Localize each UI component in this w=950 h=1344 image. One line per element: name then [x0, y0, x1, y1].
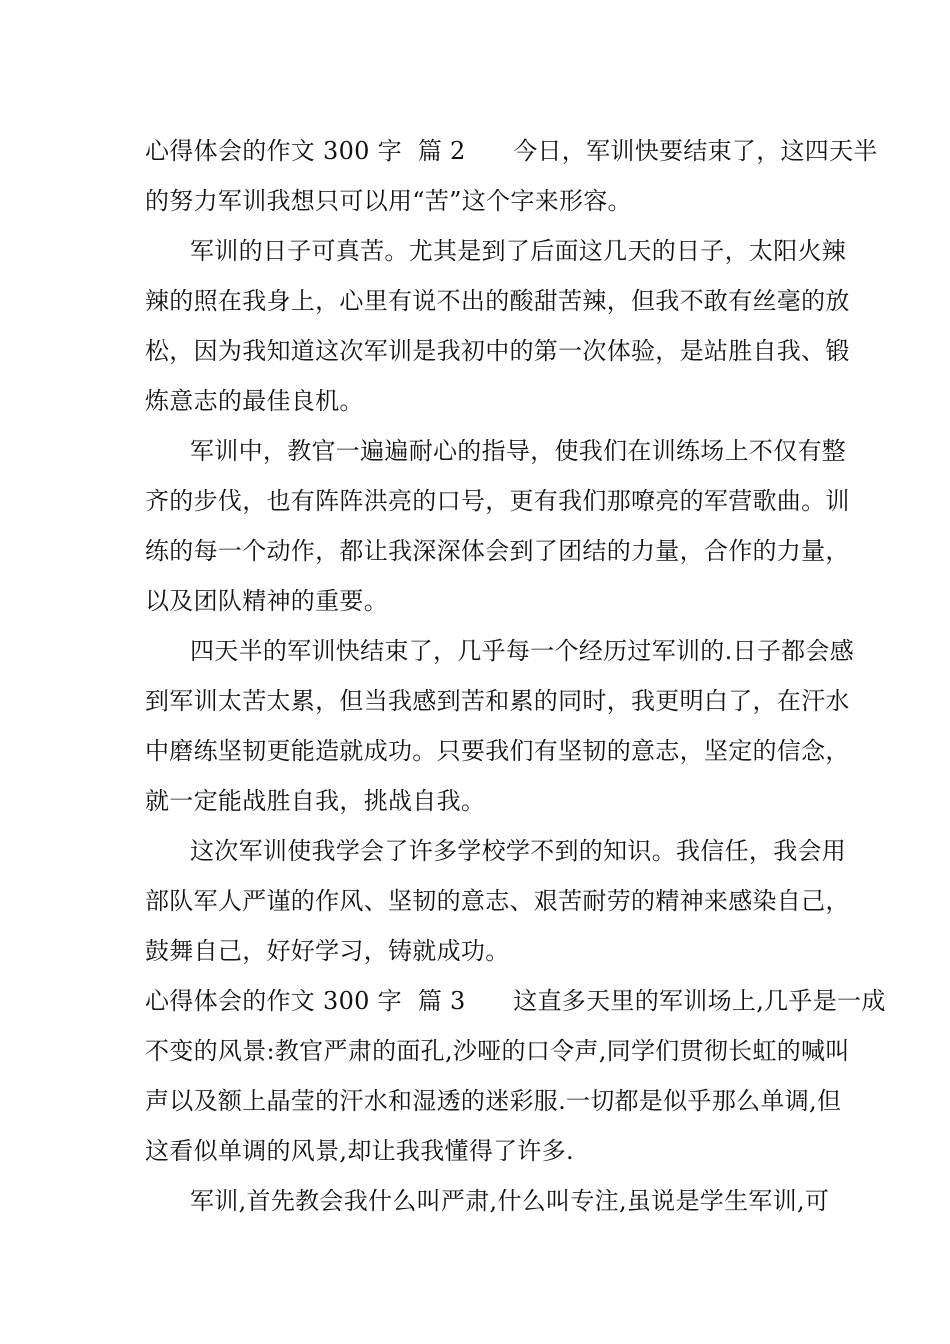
text-line: 的努力军训我想只可以用“苦”这个字来形容。	[145, 187, 632, 215]
text-line: 这看似单调的风景,却让我我懂得了许多.	[145, 1137, 574, 1165]
text-line: 到军训太苦太累，但当我感到苦和累的同时，我更明白了，在汗水	[145, 687, 850, 715]
text-line: 军训的日子可真苦。尤其是到了后面这几天的日子，太阳火辣	[190, 237, 847, 265]
text-line: 心得体会的作文 300 字 篇 2 今日，军训快要结束了，这四天半	[145, 137, 878, 165]
text-line: 不变的风景:教官严肃的面孔,沙哑的口令声,同学们贯彻长虹的喊叫	[145, 1037, 850, 1065]
text-line: 炼意志的最佳良机。	[145, 387, 364, 415]
text-line: 这次军训使我学会了许多学校学不到的知识。我信任，我会用	[190, 837, 847, 865]
text-line: 齐的步伐，也有阵阵洪亮的口号，更有我们那嘹亮的军营歌曲。训	[145, 487, 850, 515]
text-line: 声以及额上晶莹的汗水和湿透的迷彩服.一切都是似乎那么单调,但	[145, 1087, 842, 1115]
text-line: 就一定能战胜自我，挑战自我。	[145, 787, 486, 815]
text-line: 鼓舞自己，好好学习，铸就成功。	[145, 937, 510, 965]
text-line: 心得体会的作文 300 字 篇 3 这直多天里的军训场上,几乎是一成	[145, 987, 886, 1015]
text-line: 辣的照在我身上，心里有说不出的酸甜苦辣，但我不敢有丝毫的放	[145, 287, 850, 315]
text-line: 松，因为我知道这次军训是我初中的第一次体验，是站胜自我、锻	[145, 337, 850, 365]
text-line: 军训,首先教会我什么叫严肃,什么叫专注,虽说是学生军训,可	[190, 1187, 830, 1215]
text-line: 军训中，教官一遍遍耐心的指导，使我们在训练场上不仅有整	[190, 437, 847, 465]
text-line: 练的每一个动作，都让我深深体会到了团结的力量，合作的力量，	[145, 537, 850, 565]
text-line: 中磨练坚韧更能造就成功。只要我们有坚韧的意志，坚定的信念，	[145, 737, 850, 765]
text-line: 部队军人严谨的作风、坚韧的意志、艰苦耐劳的精神来感染自己，	[145, 887, 850, 915]
text-line: 以及团队精神的重要。	[145, 587, 388, 615]
text-line: 四天半的军训快结束了，几乎每一个经历过军训的.日子都会感	[190, 637, 855, 665]
